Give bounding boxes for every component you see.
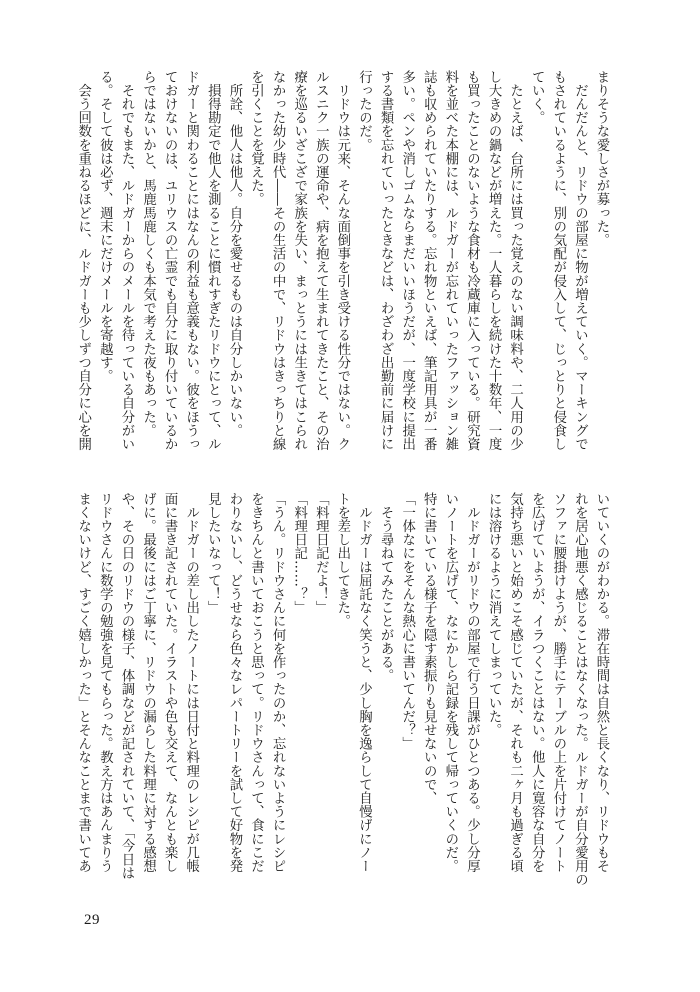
text-line: を広げていようが、イラつくことはない。他人に寛容な自分を [529, 492, 545, 873]
text-line: まりそうな愛しさが募った。 [594, 70, 609, 247]
text-line: ルドガーは屈託なく笑うと、少し胸を逸らして自慢げにノー [356, 492, 372, 873]
text-line: たとえば、台所には買った覚えのない調味料や、二人用の少 [507, 70, 523, 451]
text-line: ていく。 [529, 70, 545, 125]
text-line: する書類を忘れていったときなどは、わざわざ出勤前に届けに [378, 70, 394, 451]
text-line: し大きめの鍋などが増えた。一人暮らしを続けた十数年、一度 [486, 70, 502, 451]
text-line: リドウは元来、そんな面倒事を引き受ける性分ではない。ク [334, 70, 350, 451]
text-line: ルドガーがリドウの部屋で行う日課がひとつある。少し分厚 [464, 492, 480, 873]
text-line: れを居心地悪く感じることはなくなった。ルドガーが自分愛用の [572, 492, 588, 887]
text-line: 「料理日記……？」 [291, 492, 307, 615]
text-line: 面に書き記されていた。イラストや色も交えて、なんとも楽し [162, 492, 178, 873]
text-line: いノートを広げて、なにかしら記録を残して帰っていくのだ。 [442, 492, 458, 873]
text-line: ておけないのは、ユリウスの亡霊でも自分に取り付いているか [162, 70, 178, 451]
text-line: 見したいなって！」 [205, 492, 221, 615]
text-line: 所詮、他人は他人。自分を愛せるものは自分しかいない。 [226, 70, 242, 438]
text-line: 多い。ペンや消しゴムならまだいいほうだが、一度学校に提出 [399, 70, 415, 451]
text-line: げに。最後にはご丁寧に、リドウの漏らした料理に対する感想 [140, 492, 156, 873]
text-line: らではないかと、馬鹿馬鹿しくも本気で考えた夜もあった。 [140, 70, 156, 438]
text-block-top [75, 70, 612, 465]
text-line: 会う回数を重ねるほどに、ルドガーも少しずつ自分に心を開 [75, 70, 91, 451]
text-line: リドウさんに数学の勉強を見てもらった。教え方はあんまりう [97, 492, 113, 873]
text-line: や、その日のリドウの様子、体調などが記されていて、「今日は [118, 492, 134, 880]
text-line: ルスニク一族の運命や、病を抱えて生まれてきたこと、その治 [313, 70, 329, 451]
text-line: る。そして彼は必ず、週末にだけメールを寄越す。 [97, 70, 113, 383]
text-line: ドガーと関わることにはなんの利益も意義もない。彼をほうっ [183, 70, 199, 451]
text-line: 特に書いている様子を隠す素振りも見せないので、 [421, 492, 437, 805]
text-line: そう尋ねてみたことがある。 [378, 492, 394, 683]
text-line: も買ったことのないような食材も冷蔵庫に入っている。研究資 [464, 70, 480, 451]
text-line: 誌も収められていたりする。忘れ物といえば、筆記用具が一番 [421, 70, 437, 451]
text-line: それでもまた、ルドガーからのメールを待っている自分がい [118, 70, 134, 451]
text-line: トを差し出してきた。 [334, 492, 350, 628]
text-line: もされているように、別の気配が侵入して、じっとりと侵食し [550, 70, 566, 451]
text-line: ルドガーの差し出したノートには日付と料理のレシピが几帳 [183, 492, 199, 873]
text-line: わりないし、どうせなら色々なレパートリーを試して好物を発 [226, 492, 242, 873]
text-line: まくないけど、すごく嬉しかった」とそんなことまで書いてあ [75, 492, 91, 873]
text-line: を引くことを覚えた。 [248, 70, 264, 206]
text-line: 料を並べた本棚には、ルドガーが忘れていったファッション雑 [442, 70, 458, 451]
text-line: いていくのがわかる。滞在時間は自然と長くなり、リドウもそ [594, 492, 609, 873]
text-block-bottom [75, 492, 612, 902]
text-line: 損得勘定で他人を測ることに慣れすぎたリドウにとって、ル [205, 70, 221, 451]
text-line: には溶けるように消えてしまっていた。 [486, 492, 502, 737]
text-line: だんだんと、リドウの部屋に物が増えていく。マーキングで [572, 70, 588, 451]
text-line: ソファに腰掛けようが、勝手にテーブルの上を片付けてノート [550, 492, 566, 873]
text-line: 「一体なにをそんな熱心に書いてんだ？」 [399, 492, 415, 751]
text-line: をきちんと書いておこうと思って。リドウさんって、食にこだ [248, 492, 264, 873]
text-line: なかった幼少時代――その生活の中で、リドウはきっちりと線 [270, 70, 286, 451]
text-line: 「料理日記だよ！」 [313, 492, 329, 615]
page-number: 29 [84, 912, 100, 928]
text-line: 「うん。リドウさんに何を作ったのか、忘れないようにレシピ [270, 492, 286, 873]
text-line: 行ったのだ。 [356, 70, 372, 152]
text-line: 気持ち悪いと始めこそ感じていたが、それも二ヶ月も過ぎる頃 [507, 492, 523, 873]
text-line: 療を巡るいざこざで家族を失い、まっとうには生きてはこられ [291, 70, 307, 451]
